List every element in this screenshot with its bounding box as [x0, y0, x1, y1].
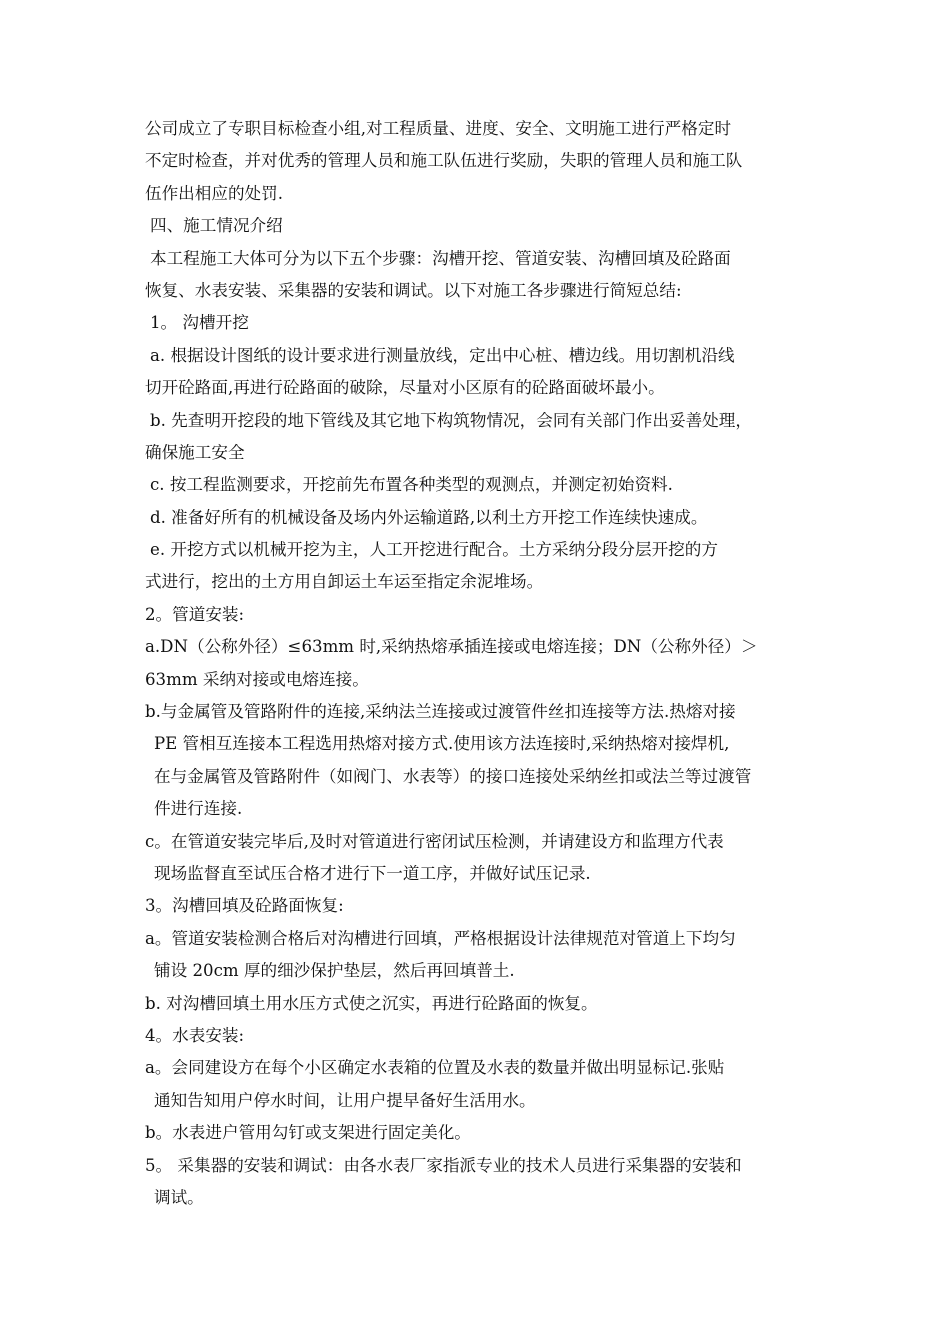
text-line: 2。管道安装:: [145, 604, 245, 624]
text-line: 4。水表安装:: [145, 1025, 245, 1045]
text-line: c. 按工程监测要求，开挖前先布置各种类型的观测点，并测定初始资料.: [150, 475, 673, 495]
text-line: 伍作出相应的处罚.: [145, 183, 284, 203]
text-line: 本工程施工大体可分为以下五个步骤：沟槽开挖、管道安装、沟槽回填及砼路面: [150, 248, 731, 268]
text-line: 四、施工情况介绍: [150, 216, 283, 236]
text-line: a。会同建设方在每个小区确定水表箱的位置及水表的数量并做出明显标记.张贴: [145, 1058, 725, 1078]
text-line: 通知告知用户停水时间，让用户提早备好生活用水。: [154, 1090, 536, 1110]
text-line: b. 对沟槽回填土用水压方式使之沉实，再进行砼路面的恢复。: [145, 993, 598, 1013]
text-line: a. 根据设计图纸的设计要求进行测量放线，定出中心桩、槽边线。用切割机沿线: [150, 345, 735, 365]
text-line: 现场监督直至试压合格才进行下一道工序，并做好试压记录.: [154, 863, 591, 883]
text-line: d. 准备好所有的机械设备及场内外运输道路,以利土方开挖工作连续快速成。: [150, 507, 708, 527]
text-line: 式进行，挖出的土方用自卸运土车运至指定余泥堆场。: [145, 572, 544, 592]
text-line: a。管道安装检测合格后对沟槽进行回填，严格根据设计法律规范对管道上下均匀: [145, 928, 736, 948]
document-body: [145, 113, 825, 1214]
text-line: 确保施工安全: [145, 442, 245, 462]
text-line: 恢复、水表安装、采集器的安装和调试。以下对施工各步骤进行简短总结:: [145, 280, 682, 300]
text-line: a.DN（公称外径）≤63mm 时,采纳热熔承插连接或电熔连接；DN（公称外径）＞: [145, 637, 758, 657]
text-line: b.与金属管及管路附件的连接,采纳法兰连接或过渡管件丝扣连接等方法.热熔对接: [145, 702, 736, 722]
text-line: e. 开挖方式以机械开挖为主，人工开挖进行配合。土方采纳分段分层开挖的方: [150, 540, 718, 560]
text-line: b。水表进户管用勾钉或支架进行固定美化。: [145, 1123, 471, 1143]
text-line: 63mm 采纳对接或电熔连接。: [145, 669, 369, 689]
text-line: 1。 沟槽开挖: [150, 313, 249, 333]
text-line: 不定时检查，并对优秀的管理人员和施工队伍进行奖励，失职的管理人员和施工队: [145, 151, 743, 171]
text-line: PE 管相互连接本工程选用热熔对接方式.使用该方法连接时,采纳热熔对接焊机,: [154, 734, 730, 754]
text-line: 在与金属管及管路附件（如阀门、水表等）的接口连接处采纳丝扣或法兰等过渡管: [154, 766, 752, 786]
text-line: 公司成立了专职目标检查小组,对工程质量、进度、安全、文明施工进行严格定时: [145, 119, 732, 138]
text-line: 铺设 20cm 厚的细沙保护垫层，然后再回填普土.: [154, 961, 515, 981]
text-line: 调试。: [154, 1187, 204, 1207]
text-line: 5。 采集器的安装和调试：由各水表厂家指派专业的技术人员进行采集器的安装和: [145, 1155, 742, 1175]
text-line: 切开砼路面,再进行砼路面的破除，尽量对小区原有的砼路面破坏最小。: [145, 378, 665, 398]
text-line: 件进行连接.: [154, 799, 243, 819]
text-line: b. 先查明开挖段的地下管线及其它地下构筑物情况，会同有关部门作出妥善处理，: [150, 410, 752, 430]
text-line: c。在管道安装完毕后,及时对管道进行密闭试压检测，并请建设方和监理方代表: [145, 831, 724, 851]
text-line: 3。沟槽回填及砼路面恢复:: [145, 896, 344, 916]
